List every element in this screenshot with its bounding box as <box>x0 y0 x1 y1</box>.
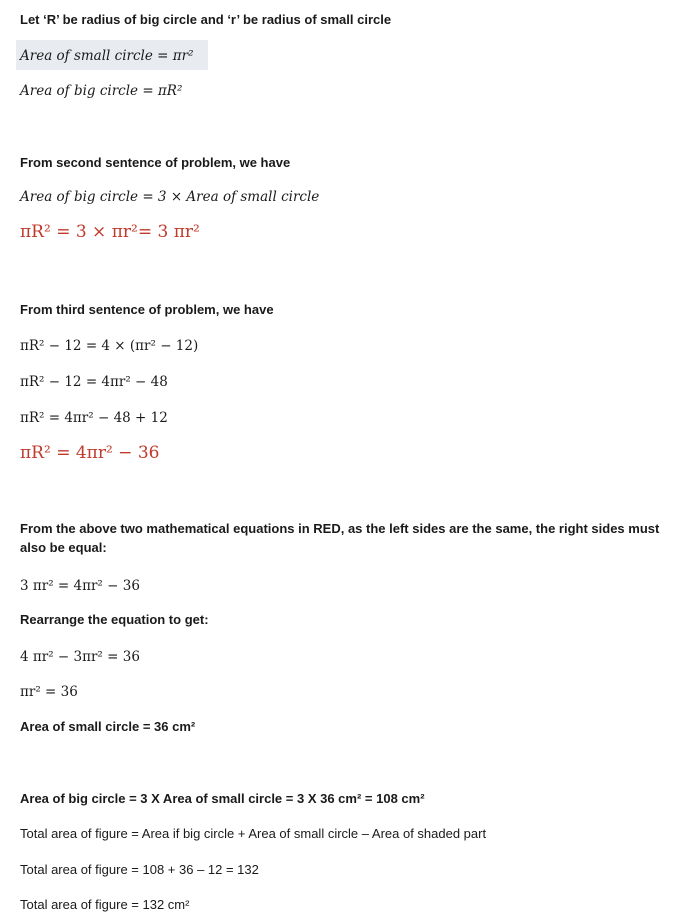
comparison-paragraph: From the above two mathematical equations in RED, as the left sides are the same, the right sides must also be equal: <box>20 521 660 555</box>
small-circle-area-formula: Area of small circle = πr² <box>20 48 194 64</box>
total-area-result: Total area of figure = 132 cm² <box>20 897 190 912</box>
equation-step-3: πR² = 4πr² − 48 + 12 <box>20 410 168 426</box>
big-equals-3-small: Area of big circle = 3 × Area of small circle <box>20 189 320 205</box>
equation-rearranged: 4 πr² − 3πr² = 36 <box>20 649 140 665</box>
equation-step-2: πR² − 12 = 4πr² − 48 <box>20 374 168 390</box>
intro-line: Let ‘R’ be radius of big circle and ‘r’ be radius of small circle <box>20 12 392 27</box>
equation-step-1: πR² − 12 = 4 × (πr² − 12) <box>20 338 199 354</box>
big-circle-area-formula: Area of big circle = πR² <box>20 83 183 99</box>
rearrange-heading: Rearrange the equation to get: <box>20 612 209 627</box>
equation-pi-r-squared: πr² = 36 <box>20 684 78 700</box>
third-sentence-heading: From third sentence of problem, we have <box>20 302 274 317</box>
total-area-definition: Total area of figure = Area if big circle + Area of small circle – Area of shaded part <box>20 826 487 841</box>
red-equation-2: πR² = 4πr² − 36 <box>20 443 160 463</box>
second-sentence-heading: From second sentence of problem, we have <box>20 155 291 170</box>
equation-equal-sides: 3 πr² = 4πr² − 36 <box>20 578 140 594</box>
small-circle-result: Area of small circle = 36 cm² <box>20 719 196 734</box>
total-area-calculation: Total area of figure = 108 + 36 – 12 = 132 <box>20 862 259 877</box>
red-equation-1: πR² = 3 × πr²= 3 πr² <box>20 222 200 242</box>
big-circle-result: Area of big circle = 3 X Area of small circle = 3 X 36 cm² = 108 cm² <box>20 791 425 806</box>
